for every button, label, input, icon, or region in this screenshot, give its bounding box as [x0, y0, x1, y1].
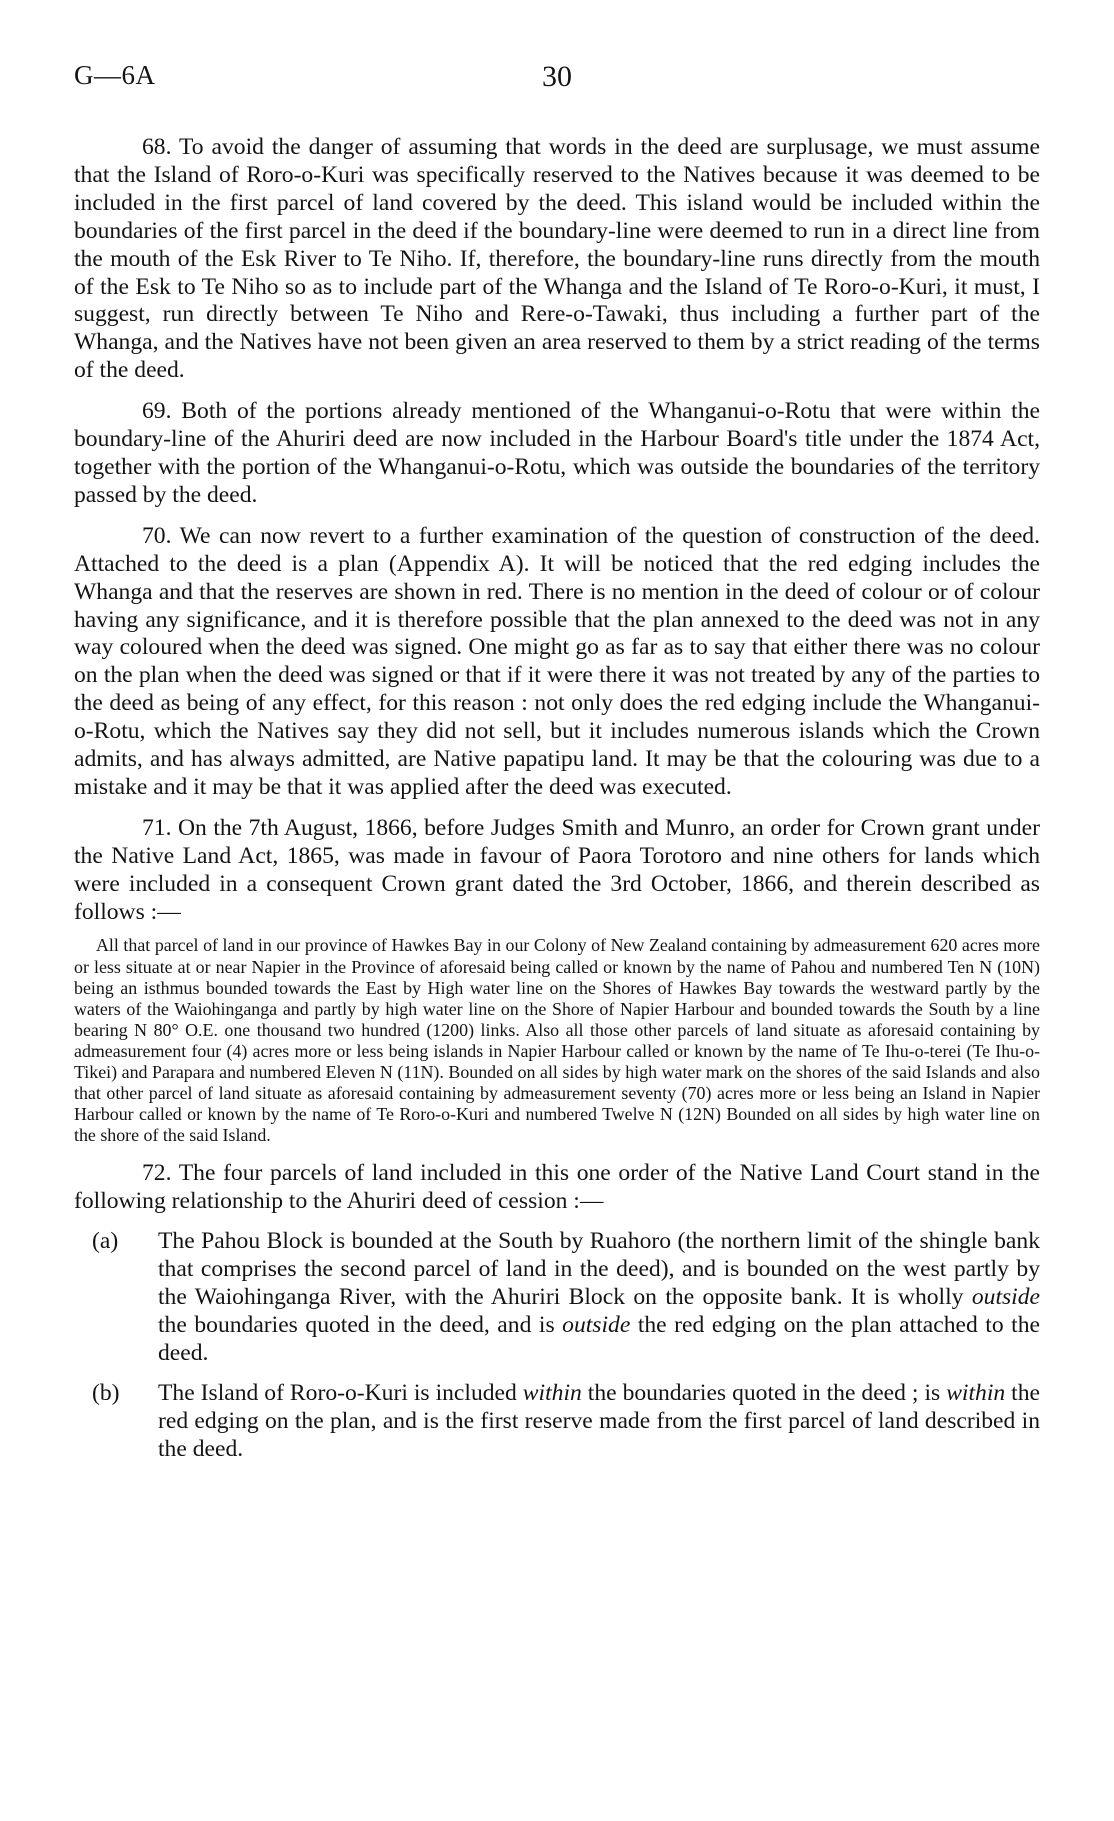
item-emphasis: within	[522, 1379, 582, 1406]
paragraph-72	[74, 1160, 1040, 1216]
list-item-label: (b)	[92, 1379, 120, 1406]
paragraph-text: Both of the portions already mentioned of the Whanganui-o-Rotu that were within the boundary-line of the Ahuriri deed are now included in the Harbour Board's title under the 1874 Act, together with the portion of the Whanganui-o-Rotu, which was outside the boundaries of the territory passed by the deed.	[74, 398, 1040, 508]
paragraph-71	[74, 815, 1040, 927]
paragraph-number: 71.	[142, 814, 172, 841]
document-reference: G—6A	[74, 60, 156, 90]
paragraph-text: The four parcels of land included in this one order of the Native Land Court stand in the following relationship to the Ahuriri deed of cession :—	[74, 1160, 1040, 1215]
paragraph-text: On the 7th August, 1866, before Judges Smith and Munro, an order for Crown grant under the Native Land Act, 1865, was made in favour of Paora Torotoro and nine others for lands which were included in a consequent Crown grant dated the 3rd October, 1866, and therein described as follows :—	[74, 814, 1040, 925]
page-header	[74, 60, 1040, 100]
item-emphasis: outside	[971, 1284, 1040, 1311]
paragraph-70	[74, 523, 1040, 802]
paragraph-68	[74, 134, 1040, 385]
item-emphasis: outside	[562, 1311, 631, 1338]
item-emphasis: within	[946, 1379, 1006, 1406]
item-text-part: the boundaries quoted in the deed, and is	[158, 1311, 563, 1338]
paragraph-text: We can now revert to a further examination of the question of construction of the deed. Attached to the deed is a plan (Appendix A). It will be noticed that the red edging includes the Whanga and that the reserves are shown in red. There is no mention in the deed of colour or of colour having any significance, and it is therefore possible that the plan annexed to the deed was not in any way coloured when the deed was signed. One might go as far as to say that either there was no colour on the plan when the deed was signed or that if it were there it was not treated by any of the parties to the deed as being of any effect, for this reason : not only does the red edging include the Whanganui-o-Rotu, which the Natives say they did not sell, but it includes numerous islands which the Crown admits, and has always admitted, are Native papatipu land. It may be that the colouring was due to a mistake and it may be that it was applied after the deed was executed.	[74, 522, 1040, 800]
list-item-b	[74, 1380, 1040, 1464]
paragraph-number: 70.	[142, 522, 172, 549]
page-body	[74, 134, 1040, 1463]
paragraph-text: To avoid the danger of assuming that words in the deed are surplusage, we must assume that the Island of Roro-o-Kuri was specifically reserved to the Natives because it was deemed to be included in the first parcel of land covered by the deed. This island would be included within the boundaries of the first parcel in the deed if the boundary-line were deemed to run in a direct line from the mouth of the Esk River to Te Niho. If, therefore, the boundary-line runs directly from the mouth of the Esk to Te Niho so as to include part of the Whanga and the Island of Te Roro-o-Kuri, it must, I suggest, run directly between Te Niho and Rere-o-Tawaki, thus including a further part of the Whanga, and the Natives have not been given an area reserved to them by a strict reading of the terms of the deed.	[74, 134, 1040, 384]
item-text-part: The Island of Roro-o-Kuri is included	[158, 1379, 523, 1406]
paragraph-number: 68.	[142, 134, 172, 160]
page-number: 30	[542, 60, 572, 93]
item-text-part: the boundaries quoted in the deed ; is	[581, 1379, 947, 1406]
list-item-text	[158, 1380, 1040, 1464]
paragraph-number: 72.	[142, 1160, 172, 1187]
crown-grant-quotation: All that parcel of land in our province of Hawkes Bay in our Colony of New Zealand containing by admeasurement 620 acres more or less situate at or near Napier in the Province of aforesaid being called or known by the name of Pahou and numbered Ten N (10N) being an isthmus bounded towards the East by High water line on the Shores of Hawkes Bay towards the westward partly by the waters of the Waiohinganga and partly by high water line on the Shore of Napier Harbour and bounded towards the South by a line bearing N 80° O.E. one thousand two hundred (1200) links. Also all those other parcels of land situate as aforesaid containing by admeasurement four (4) acres more or less being islands in Napier Harbour called or known by the name of Te Ihu-o-terei (Te Ihu-o-Tikei) and Parapara and numbered Eleven N (11N). Bounded on all sides by high water mark on the shores of the said Islands and also that other parcel of land situate as aforesaid containing by admeasurement seventy (70) acres more or less being an Island in Napier Harbour called or known by the name of Te Roro-o-Kuri and numbered Twelve N (12N) Bounded on all sides by high water line on the shore of the said Island.	[74, 935, 1040, 1146]
list-item-a	[74, 1228, 1040, 1368]
paragraph-69	[74, 398, 1040, 510]
item-text-part: The Pahou Block is bounded at the South by Ruahoro (the northern limit of the shingle bank that comprises the second parcel of land in the deed), and is bounded on the west partly by the Waiohinganga River, with the Ahuriri Block on the opposite bank. It is wholly	[158, 1228, 1040, 1311]
list-item-label: (a)	[92, 1228, 119, 1255]
list-item-text	[158, 1228, 1040, 1368]
item-text-part: the red edging on the plan attached to the deed.	[158, 1311, 1040, 1366]
item-text-part: the red edging on the plan, and is the first reserve made from the first parcel of land described in the deed.	[158, 1379, 1040, 1462]
paragraph-number: 69.	[142, 398, 172, 425]
